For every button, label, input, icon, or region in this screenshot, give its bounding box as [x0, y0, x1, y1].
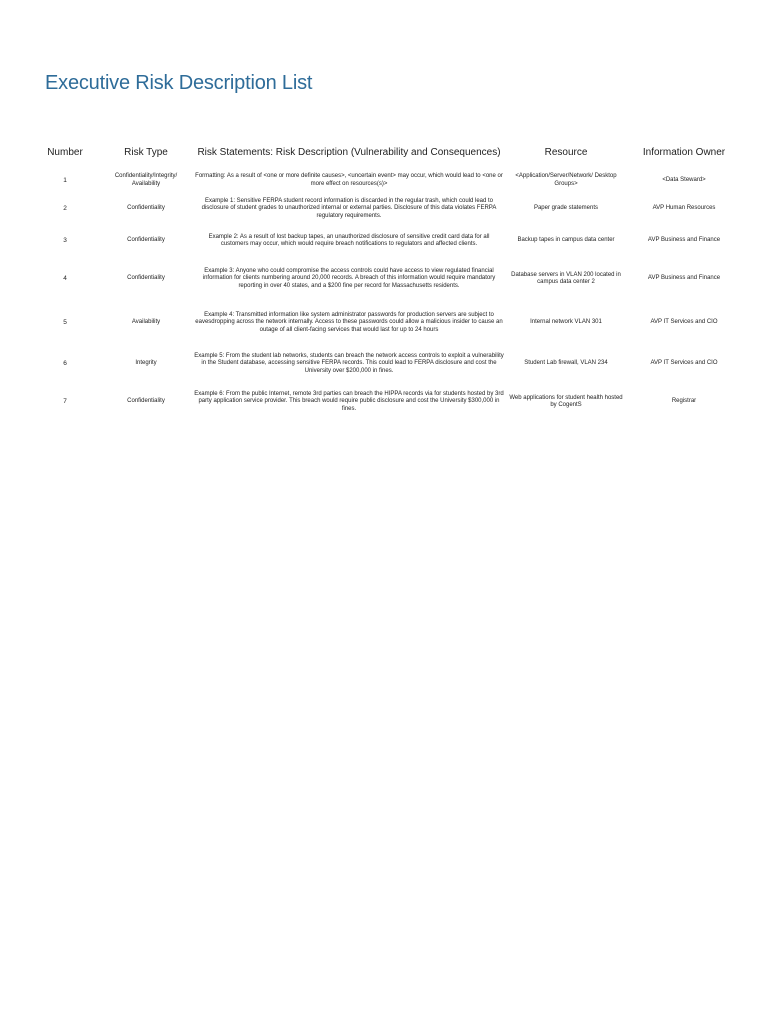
cell-information-owner: AVP IT Services and CIO: [650, 319, 718, 326]
header-resource: Resource: [544, 147, 588, 158]
cell-information-owner: AVP Business and Finance: [647, 275, 721, 282]
cell-risk-statement: Example 2: As a result of lost backup tapes, an unauthorized disclosure of sensitive credit card data for all customers may occur, which would require breach notifications to regulators and affected clients.: [208, 233, 490, 247]
cell-number: 4: [63, 275, 67, 283]
table-row: [30, 168, 742, 193]
cell-resource: Paper grade statements: [533, 205, 599, 212]
cell-information-owner: AVP IT Services and CIO: [650, 360, 718, 367]
cell-resource: Student Lab firewall, VLAN 234: [524, 360, 608, 367]
cell-risk-type: Confidentiality: [127, 398, 165, 405]
cell-resource: Backup tapes in campus data center: [517, 237, 615, 244]
table-row: [30, 345, 742, 383]
table-row: [30, 383, 742, 421]
cell-information-owner: AVP Human Resources: [652, 205, 716, 212]
table-header-row: [30, 138, 742, 168]
cell-number: 7: [63, 398, 67, 406]
cell-information-owner: Registrar: [671, 398, 697, 405]
cell-risk-statement: Example 6: From the public Internet, remote 3rd parties can breach the HIPPA records via for students hosted by 3rd party application service provider. This breach would require public disclosure and cost the University $300,000 in fines.: [194, 390, 504, 412]
cell-risk-statement: Example 5: From the student lab networks, students can breach the network access controls to exploit a vulnerability in the Student database, accessing sensitive FERPA records. This could lead to FERPA disclosure and cost the University over $200,000 in fines.: [194, 352, 504, 374]
cell-risk-statement: Example 3: Anyone who could compromise the access controls could have access to view regulated financial information for clients numbering around 20,000 records. A breach of this information would require mandatory reporting in over 40 states, and a $200 fine per record for Massachusetts residents.: [202, 267, 496, 289]
table-row: [30, 225, 742, 257]
cell-resource: Database servers in VLAN 200 located in campus data center 2: [511, 271, 621, 285]
cell-risk-type: Integrity: [135, 360, 157, 367]
cell-information-owner: AVP Business and Finance: [647, 237, 721, 244]
cell-risk-type: Availability: [131, 319, 161, 326]
cell-risk-statement: Example 1: Sensitive FERPA student record information is discarded in the regular trash, which could lead to disclosure of student grades to unauthorized internal or external parties. Disclosure of this data violates FERPA regulatory requirements.: [201, 197, 497, 219]
page-title: Executive Risk Description List: [45, 72, 313, 94]
table-row: [30, 257, 742, 301]
cell-risk-type: Confidentiality: [127, 205, 165, 212]
header-information-owner: Information Owner: [642, 147, 726, 158]
cell-risk-statement: Formatting: As a result of <one or more definite causes>, <uncertain event> may occur, which would lead to <one or more effect on resources(s)>: [195, 173, 503, 187]
cell-number: 5: [63, 319, 67, 327]
header-number: Number: [47, 147, 83, 158]
cell-risk-type: Confidentiality/Integrity/ Availability: [114, 173, 178, 187]
cell-resource: Web applications for student health hosted by CogentS: [509, 394, 623, 408]
cell-number: 6: [63, 360, 67, 368]
cell-number: 3: [63, 237, 67, 245]
risk-table: [30, 138, 742, 421]
table-row: [30, 301, 742, 345]
cell-number: 1: [63, 176, 67, 184]
cell-risk-statement: Example 4: Transmitted information like system administrator passwords for production servers are subject to eavesdropping across the network internally. Access to these passwords could allow a malicious insider to cause an outage of all client-facing services that would last for up to 24 hours: [195, 311, 503, 333]
table-row: [30, 193, 742, 225]
cell-risk-type: Confidentiality: [127, 275, 165, 282]
cell-number: 2: [63, 205, 67, 213]
cell-resource: <Application/Server/Network/ Desktop Groups>: [515, 173, 617, 187]
cell-information-owner: <Data Steward>: [662, 176, 706, 183]
cell-resource: Internal network VLAN 301: [530, 319, 602, 326]
header-risk-statement: Risk Statements: Risk Description (Vulnerability and Consequences): [197, 147, 501, 158]
cell-risk-type: Confidentiality: [127, 237, 165, 244]
header-risk-type: Risk Type: [124, 147, 168, 158]
